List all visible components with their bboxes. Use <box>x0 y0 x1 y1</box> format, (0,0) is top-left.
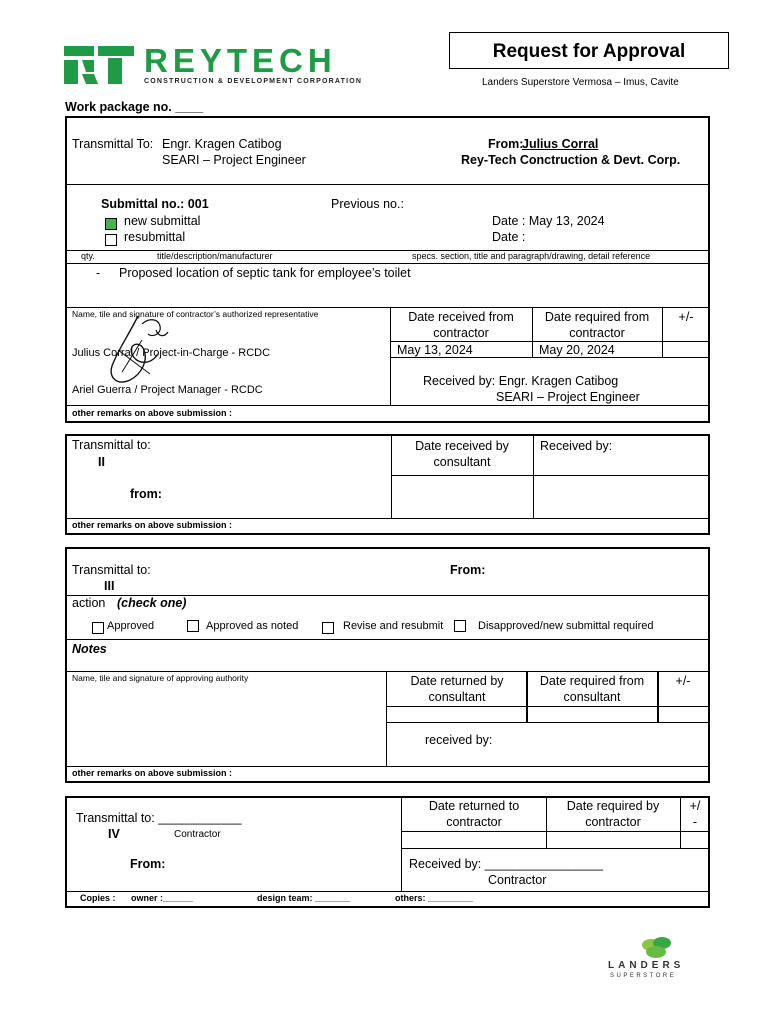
section-4-received-by-contractor: Contractor <box>488 873 547 887</box>
divider <box>533 435 534 518</box>
plus-minus-header: +/- <box>678 310 694 324</box>
disapproved-label: Disapproved/new submittal required <box>478 620 654 632</box>
revise-resubmit-label: Revise and resubmit <box>343 620 444 632</box>
divider <box>526 671 528 723</box>
section-4-transmittal-to: Transmittal to: ____________ <box>76 811 242 825</box>
section-3-roman: III <box>104 579 115 593</box>
section-1-remarks: other remarks on above submission : <box>72 408 233 418</box>
divider <box>66 639 709 640</box>
col-title: title/description/manufacturer <box>157 251 273 261</box>
divider <box>66 307 709 308</box>
action-label: action <box>72 596 106 610</box>
representative-label: Name, tile and signature of contractor’s authorized representative <box>72 309 319 319</box>
date-required-value: May 20, 2024 <box>539 343 615 357</box>
transmittal-to-title: SEARI – Project Engineer <box>162 153 306 167</box>
logo-name: REYTECH <box>144 42 337 79</box>
landers-sub: SUPERSTORE <box>610 973 677 979</box>
date-resubmitted: Date : <box>492 230 526 244</box>
divider <box>66 405 709 406</box>
section-3-remarks: other remarks on above submission : <box>72 768 233 778</box>
divider <box>66 671 709 672</box>
section-3-plus-minus: +/- <box>675 674 691 688</box>
project-location: Landers Superstore Vermosa – Imus, Cavite <box>482 77 679 88</box>
date-returned-to-contractor-header: Date returned to contractor <box>428 799 520 829</box>
transmittal-to-label: Transmittal To: <box>72 137 154 151</box>
section-4-minus: - <box>692 815 698 829</box>
from-label: From: <box>488 137 524 151</box>
divider <box>391 435 392 518</box>
divider <box>546 797 547 848</box>
divider <box>66 263 709 264</box>
landers-logo <box>604 936 706 982</box>
item-bullet: - <box>96 266 101 280</box>
representative-2: Ariel Guerra / Project Manager - RCDC <box>72 384 263 396</box>
new-submittal-checkbox[interactable] <box>105 218 117 230</box>
section-4-plus: +/ <box>689 799 701 813</box>
section-3-received-by: received by: <box>425 733 493 747</box>
divider <box>401 831 709 832</box>
copies-design-team: design team: _______ <box>257 893 351 903</box>
section-4-roman: IV <box>108 827 120 841</box>
divider <box>386 722 709 723</box>
date-required-from-contractor-header: Date required from contractor <box>544 310 650 340</box>
received-by-title: SEARI – Project Engineer <box>496 390 640 404</box>
resubmittal-checkbox[interactable] <box>105 234 117 246</box>
divider <box>662 307 663 357</box>
landers-name: LANDERS <box>608 960 685 971</box>
divider <box>390 357 709 358</box>
section-3-from: From: <box>450 563 486 577</box>
resubmittal-label: resubmittal <box>124 230 186 244</box>
previous-no: Previous no.: <box>331 197 404 211</box>
check-one-label: (check one) <box>117 596 187 610</box>
divider <box>532 307 533 357</box>
divider <box>66 518 709 519</box>
section-3-transmittal-to: Transmittal to: <box>72 563 151 577</box>
divider <box>391 475 709 476</box>
item-description: Proposed location of septic tank for employee’s toilet <box>119 266 411 280</box>
divider <box>401 797 402 891</box>
section-4-from: From: <box>130 857 166 871</box>
copies-owner: owner :______ <box>131 893 194 903</box>
section-2-from: from: <box>130 487 162 501</box>
section-2-remarks: other remarks on above submission : <box>72 520 233 530</box>
date-returned-by-consultant-header: Date returned by consultant <box>410 674 504 704</box>
signature-icon <box>98 310 178 390</box>
divider <box>401 848 709 849</box>
submittal-no: Submittal no.: 001 <box>101 197 209 211</box>
reytech-mark-icon <box>64 44 134 86</box>
copies-others: others: _________ <box>395 893 474 903</box>
divider <box>66 184 709 185</box>
divider <box>680 797 681 848</box>
section-2-received-by: Received by: <box>540 439 613 453</box>
section-2-roman: II <box>98 455 105 469</box>
date-submitted: Date : May 13, 2024 <box>492 214 605 228</box>
date-required-by-contractor-header: Date required by contractor <box>566 799 660 829</box>
notes-label: Notes <box>72 642 107 656</box>
representative-1: Julius Corral / Project-in-Charge - RCDC <box>72 347 271 359</box>
received-by: Received by: Engr. Kragen Catibog <box>423 374 619 388</box>
revise-resubmit-checkbox[interactable] <box>322 622 334 634</box>
section-4-contractor: Contractor <box>174 829 221 840</box>
divider <box>66 891 709 892</box>
doc-title-box <box>449 32 729 69</box>
section-3 <box>65 547 710 783</box>
reytech-logo <box>64 44 364 88</box>
transmittal-to-name: Engr. Kragen Catibog <box>162 137 282 151</box>
divider <box>386 671 387 766</box>
col-qty: qty. <box>81 251 95 261</box>
section-2-transmittal-to: Transmittal to: <box>72 438 151 452</box>
section-4-received-by: Received by: _________________ <box>409 857 603 871</box>
copies-label: Copies : <box>80 893 116 903</box>
from-name: Julius Corral <box>522 137 599 151</box>
approved-as-noted-label: Approved as noted <box>206 620 299 632</box>
disapproved-checkbox[interactable] <box>454 620 466 632</box>
date-required-from-consultant-header: Date required from consultant <box>539 674 645 704</box>
new-submittal-label: new submittal <box>124 214 201 228</box>
work-package: Work package no. ____ <box>65 100 204 114</box>
approved-as-noted-checkbox[interactable] <box>187 620 199 632</box>
date-received-from-contractor-header: Date received from contractor <box>408 310 514 340</box>
approved-checkbox[interactable] <box>92 622 104 634</box>
from-company: Rey-Tech Conctruction & Devt. Corp. <box>461 153 681 167</box>
divider <box>386 706 709 707</box>
logo-subtitle: CONSTRUCTION & DEVELOPMENT CORPORATION <box>144 78 363 85</box>
divider <box>66 766 709 767</box>
divider <box>390 307 391 405</box>
doc-title: Request for Approval <box>492 41 686 62</box>
divider <box>657 671 659 723</box>
date-received-by-consultant-header: Date received by consultant <box>415 439 509 469</box>
landers-mark-icon <box>637 936 677 960</box>
date-received-value: May 13, 2024 <box>397 343 473 357</box>
approved-label: Approved <box>107 620 155 632</box>
col-specs: specs. section, title and paragraph/drawing, detail reference <box>412 251 651 261</box>
divider <box>390 341 709 342</box>
approving-authority-label: Name, tile and signature of approving authority <box>72 673 249 683</box>
